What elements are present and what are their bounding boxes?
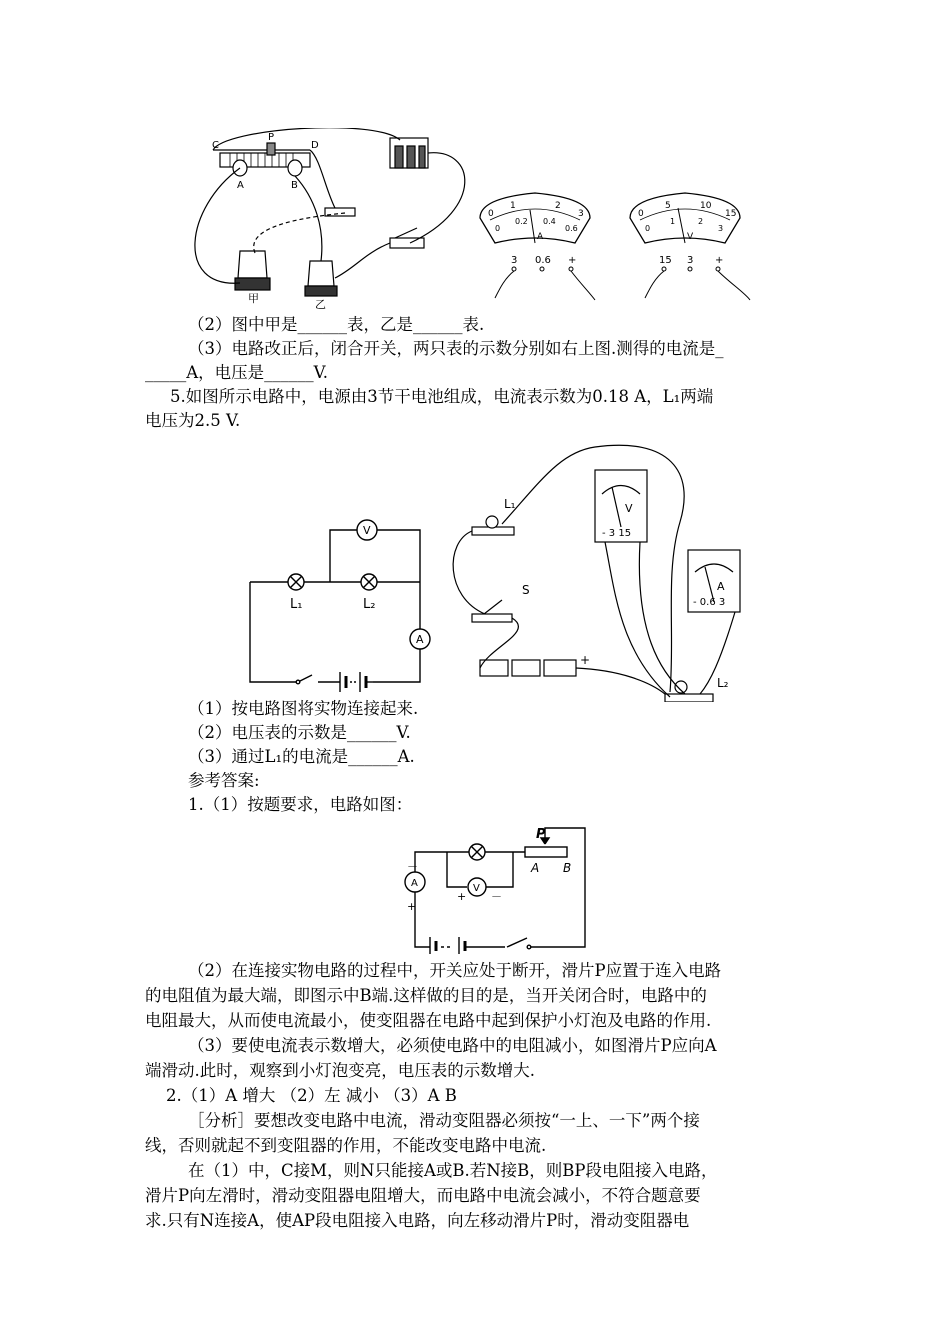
phys-v-symbol: V <box>625 502 633 515</box>
svg-text:2: 2 <box>555 201 561 211</box>
rheo-label-a: A <box>237 180 244 191</box>
svg-text:3: 3 <box>578 209 584 219</box>
answer-circuit-figure <box>395 822 595 954</box>
schem-l1-label: L₁ <box>290 597 303 612</box>
svg-text:0: 0 <box>638 209 644 219</box>
analysis-l1: ［分析］要想改变电路中电流，滑动变阻器必须按“一上、一下”两个接 <box>188 1111 700 1130</box>
svg-text:15: 15 <box>725 209 737 219</box>
svg-text:+: + <box>568 255 577 266</box>
svg-text:+: + <box>457 890 467 903</box>
svg-text:0: 0 <box>645 224 651 233</box>
answer2: 2.（1）A 增大 （2）左 减小 （3）A B <box>166 1086 457 1105</box>
a1-p3-l1: （3）要使电流表示数增大，必须使电路中的电阻减小，如图滑片P应向A <box>188 1036 717 1055</box>
svg-text:0: 0 <box>495 224 501 233</box>
svg-text:10: 10 <box>700 201 712 211</box>
q5-stem-2: 电压为2.5 V. <box>145 411 241 430</box>
schem-l2-label: L₂ <box>363 597 376 612</box>
svg-text:+: + <box>715 255 724 266</box>
rheo-label-d: D <box>311 140 319 151</box>
rheo-label-p: P <box>268 132 275 143</box>
a1-p3-l2: 端滑动.此时，观察到小灯泡变亮，电压表的示数增大. <box>145 1061 535 1080</box>
svg-text:0.6: 0.6 <box>535 255 551 266</box>
svg-text:－: － <box>407 860 418 873</box>
ans-label-a: A <box>531 861 540 875</box>
label-yi: 乙 <box>315 298 326 311</box>
phys-voltmeter-terminals: - 3 15 <box>602 528 632 539</box>
svg-text:1: 1 <box>670 217 676 226</box>
svg-text:1: 1 <box>510 201 516 211</box>
label-jia: 甲 <box>248 292 259 305</box>
svg-text:A: A <box>537 232 544 242</box>
q4-circuit-figure <box>185 128 785 313</box>
svg-text:3: 3 <box>718 224 724 233</box>
svg-text:5: 5 <box>665 201 671 211</box>
a1-p2-l1: （2）在连接实物电路的过程中，开关应处于断开，滑片P应置于连入电路 <box>188 961 722 980</box>
analysis-l2: 线，否则就起不到变阻器的作用，不能改变电路中电流. <box>145 1136 547 1155</box>
battery-plus-label: + <box>580 653 591 667</box>
schem-a-symbol: A <box>416 633 424 646</box>
rheo-label-b: B <box>291 180 298 191</box>
svg-text:V: V <box>687 232 694 242</box>
ans-voltmeter-symbol: V <box>473 883 480 894</box>
voltmeter-dial <box>630 193 750 300</box>
q5-sub2: （2）电压表的示数是______V. <box>188 723 411 742</box>
svg-text:3: 3 <box>687 255 694 266</box>
q5-stem-1: 5.如图所示电路中，电源由3节干电池组成，电流表示数为0.18 A，L₁两端 <box>170 387 714 406</box>
q4-sub2: （2）图中甲是______表，乙是______表. <box>188 315 485 334</box>
ammeter-dial <box>480 193 595 300</box>
schem-v-symbol: V <box>363 524 371 537</box>
q5-sub3: （3）通过L₁的电流是______A. <box>188 747 415 766</box>
q4-sub3-a: （3）电路改正后，闭合开关，两只表的示数分别如右上图.测得的电流是_ <box>188 339 724 358</box>
phys-l2-label: L₂ <box>717 676 729 690</box>
answers-heading: 参考答案: <box>188 771 260 790</box>
q4-sub3-b: _____A，电压是______V. <box>145 363 328 382</box>
svg-text:0.4: 0.4 <box>543 217 556 226</box>
phys-a-symbol: A <box>717 580 725 593</box>
svg-text:+: + <box>407 900 417 913</box>
para-l3: 求.只有N连接A，使AP段电阻接入电路，向左移动滑片P时，滑动变阻器电 <box>145 1211 690 1230</box>
svg-text:15: 15 <box>659 255 672 266</box>
rheo-label-c: C <box>212 140 219 151</box>
q5-circuit-figure <box>240 432 760 702</box>
svg-text:0.2: 0.2 <box>515 217 528 226</box>
para-l1: 在（1）中，C接M，则N只能接A或B.若N接B，则BP段电阻接入电路， <box>188 1161 718 1180</box>
a1-p2-l2: 的电阻值为最大端，即图示中B端.这样做的目的是，当开关闭合时，电路中的 <box>145 986 707 1005</box>
para-l2: 滑片P向左滑时，滑动变阻器电阻增大，而电路中电流会减小，不符合题意要 <box>145 1186 701 1205</box>
answer1-intro: 1.（1）按题要求，电路如图： <box>188 795 413 814</box>
phys-l1-label: L₁ <box>504 497 516 511</box>
svg-text:2: 2 <box>698 217 704 226</box>
phys-s-label: S <box>522 583 530 597</box>
phys-ammeter-terminals: - 0.6 3 <box>693 597 726 608</box>
ans-label-b: B <box>563 861 572 875</box>
q5-sub1: （1）按电路图将实物连接起来. <box>188 699 419 718</box>
a1-p2-l3: 电阻最大，从而使电流最小，使变阻器在电路中起到保护小灯泡及电路的作用. <box>145 1011 712 1030</box>
svg-text:0.6: 0.6 <box>565 224 578 233</box>
ans-ammeter-symbol: A <box>411 878 418 889</box>
ans-label-p: P <box>536 827 546 842</box>
svg-text:3: 3 <box>511 255 518 266</box>
svg-text:0: 0 <box>488 209 494 219</box>
svg-text:－: － <box>491 890 502 903</box>
